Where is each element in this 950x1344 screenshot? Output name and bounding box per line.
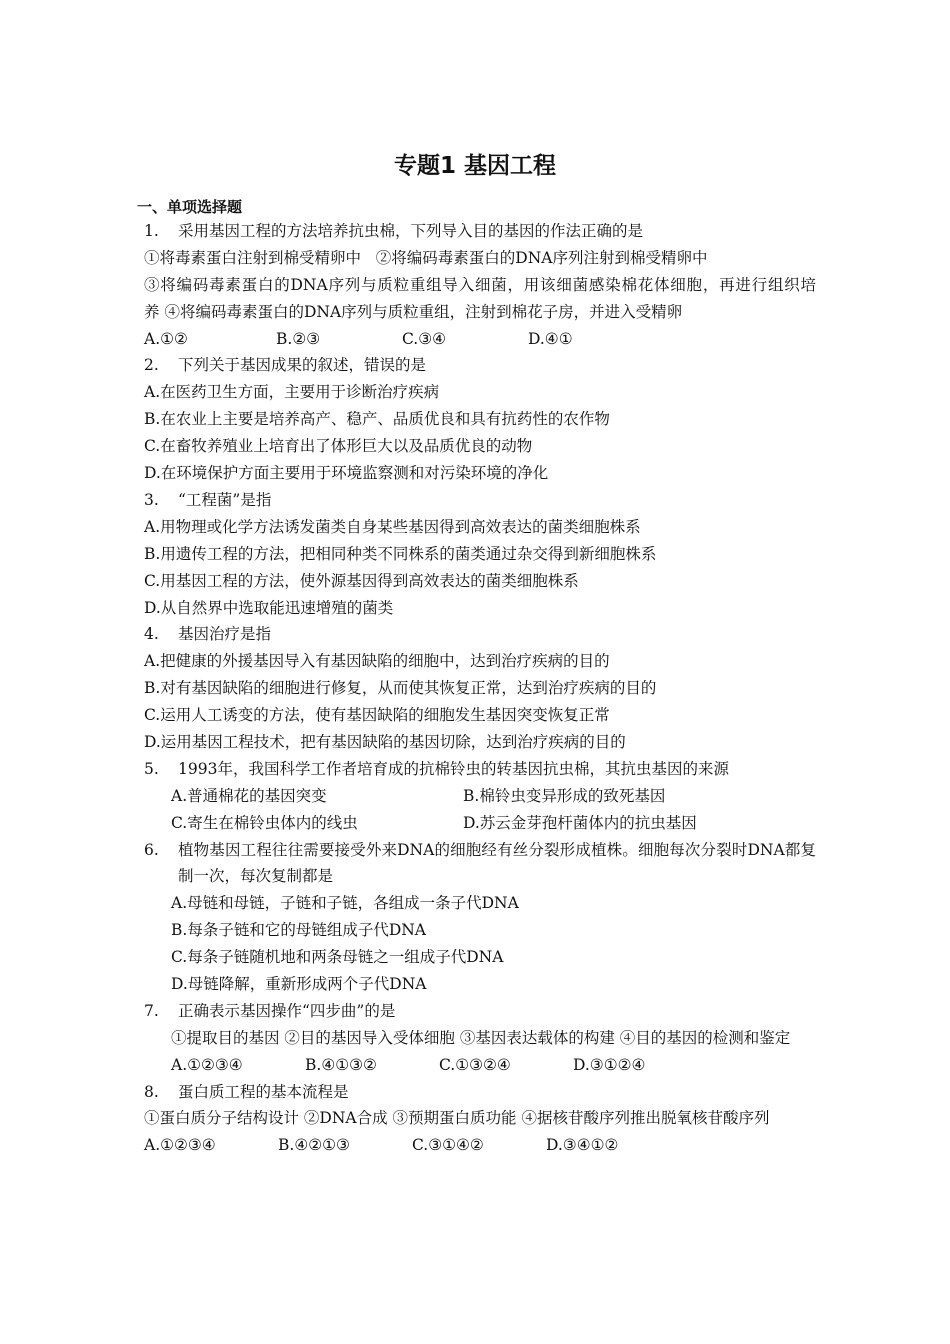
- question-2: [144, 352, 816, 379]
- statement: ④将编码毒素蛋白的DNA序列与质粒重组，注射到棉花子房，并进入受精卵: [164, 302, 683, 321]
- question-stem: 采用基因工程的方法培养抗虫棉，下列导入目的基因的作法正确的是: [178, 222, 644, 240]
- question-4: [144, 621, 816, 648]
- option-c: C.③①④②: [412, 1136, 484, 1155]
- option-b: B.④①③②: [305, 1055, 377, 1074]
- option-a: A.①②③④: [171, 1055, 243, 1074]
- question-number: 4.: [144, 625, 159, 644]
- option-b: B.④②①③: [278, 1136, 350, 1155]
- question-stem: 下列关于基因成果的叙述，错误的是: [178, 356, 427, 375]
- question-1-statements-row: [144, 245, 816, 272]
- option-b: B.在农业上主要是培养高产、稳产、品质优良和具有抗药性的农作物: [144, 410, 610, 429]
- question-5-options-row-1: [144, 783, 816, 810]
- option-a: A.①②: [144, 329, 188, 348]
- option-d: D.从自然界中选取能迅速增殖的菌类: [144, 598, 394, 617]
- question-7-options: [144, 1052, 816, 1079]
- option-c: C.③④: [402, 329, 447, 348]
- question-stem: 蛋白质工程的基本流程是: [178, 1082, 349, 1101]
- question-number: 6.: [144, 840, 159, 859]
- option-b: B.每条子链和它的母链组成子代DNA: [171, 921, 427, 940]
- question-number: 2.: [144, 356, 159, 375]
- option-a: A.用物理或化学方法诱发菌类自身某些基因得到高效表达的菌类细胞株系: [144, 517, 641, 536]
- question-number: 3.: [144, 490, 159, 509]
- option-a: A.母链和母链，子链和子链，各组成一条子代DNA: [171, 894, 519, 913]
- question-8-options: [144, 1132, 816, 1159]
- option-d: D.④①: [528, 329, 573, 348]
- option-a: A.把健康的外援基因导入有基因缺陷的细胞中，达到治疗疾病的目的: [144, 652, 610, 671]
- question-7-steps: ①提取目的基因 ②目的基因导入受体细胞 ③基因表达载体的构建 ④目的基因的检测和鉴定: [171, 1028, 791, 1047]
- question-list: [144, 218, 816, 1159]
- option-c: C.①③②④: [439, 1055, 511, 1074]
- option-b: B.用遗传工程的方法，把相同种类不同株系的菌类通过杂交得到新细胞株系: [144, 544, 657, 563]
- option-d: D.苏云金芽孢杆菌体内的抗虫基因: [463, 813, 697, 832]
- question-number: 1.: [144, 222, 159, 240]
- option-b: B.对有基因缺陷的细胞进行修复，从而使其恢复正常，达到治疗疾病的目的: [144, 679, 657, 698]
- option-d: D.母链降解，重新形成两个子代DNA: [171, 975, 427, 993]
- question-stem: 基因治疗是指: [178, 625, 272, 644]
- question-5: [144, 756, 816, 783]
- option-c: C.在畜牧养殖业上培育出了体形巨大以及品质优良的动物: [144, 437, 533, 456]
- question-3: [144, 487, 816, 514]
- question-6: [144, 837, 816, 891]
- statement: ①将毒素蛋白注射到棉受精卵中: [144, 248, 362, 267]
- option-c: C.寄生在棉铃虫体内的线虫: [171, 813, 358, 832]
- question-8-steps: ①蛋白质分子结构设计 ②DNA合成 ③预期蛋白质功能 ④据核苷酸序列推出脱氧核苷酸序列: [144, 1109, 770, 1128]
- option-b: B.②③: [276, 329, 321, 348]
- option-d: D.在环境保护方面主要用于环境监察测和对污染环境的净化: [144, 464, 549, 483]
- option-d: D.③①②④: [573, 1055, 646, 1074]
- question-stem: 植物基因工程往往需要接受外来DNA的细胞经有丝分裂形成植株。细胞每次分裂时DNA都复制一次，每次复制都是: [178, 840, 816, 886]
- question-5-options-row-2: [144, 810, 816, 837]
- option-c: C.运用人工诱变的方法，使有基因缺陷的细胞发生基因突变恢复正常: [144, 706, 610, 725]
- question-stem: “工程菌”是指: [178, 490, 272, 509]
- statement: ③将编码毒素蛋白的DNA序列与质粒重组导入细菌，用该细菌感染棉花体细胞，再进行组织培养: [144, 275, 816, 321]
- option-c: C.用基因工程的方法，使外源基因得到高效表达的菌类细胞株系: [144, 571, 579, 590]
- option-c: C.每条子链随机地和两条母链之一组成子代DNA: [171, 948, 504, 967]
- question-number: 7.: [144, 1001, 159, 1020]
- option-d: D.运用基因工程技术，把有基因缺陷的基因切除，达到治疗疾病的目的: [144, 732, 626, 751]
- question-1: [144, 218, 816, 245]
- page-title: 专题1 基因工程: [393, 153, 556, 179]
- option-b: B.棉铃虫变异形成的致死基因: [463, 786, 666, 805]
- question-stem: 1993年，我国科学工作者培育成的抗棉铃虫的转基因抗虫棉，其抗虫基因的来源: [178, 759, 729, 778]
- section-heading: 一、单项选择题: [137, 198, 243, 216]
- question-stem: 正确表示基因操作“四步曲”的是: [178, 1001, 396, 1020]
- statement: ②将编码毒素蛋白的DNA序列注射到棉受精卵中: [375, 248, 708, 267]
- option-a: A.普通棉花的基因突变: [171, 786, 327, 805]
- option-d: D.③④①②: [546, 1136, 619, 1155]
- question-8: [144, 1079, 816, 1106]
- question-1-options: [144, 326, 816, 353]
- option-a: A.①②③④: [144, 1136, 216, 1155]
- question-number: 5.: [144, 759, 159, 778]
- question-7: [144, 998, 816, 1025]
- question-number: 8.: [144, 1082, 159, 1101]
- option-a: A.在医药卫生方面，主要用于诊断治疗疾病: [144, 383, 440, 402]
- question-1-statements-block: [144, 272, 816, 326]
